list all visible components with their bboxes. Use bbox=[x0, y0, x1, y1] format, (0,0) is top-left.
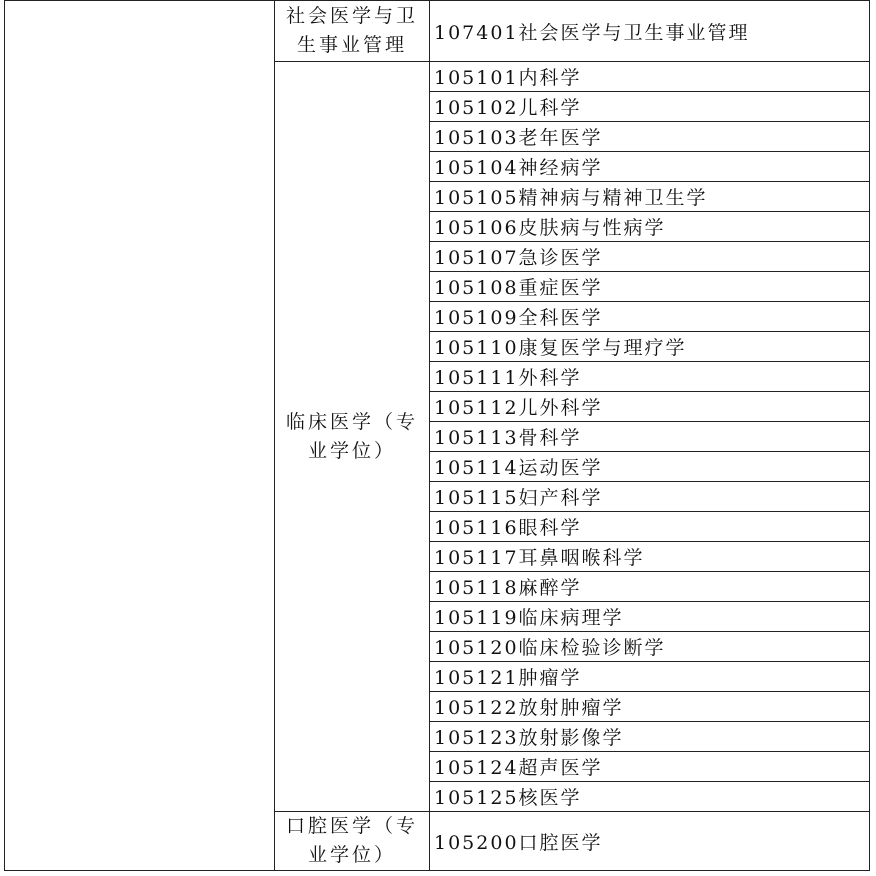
discipline-item: 105200口腔医学 bbox=[430, 812, 870, 871]
discipline-item: 105119临床病理学 bbox=[430, 602, 870, 632]
discipline-table bbox=[4, 0, 870, 871]
discipline-item: 105120临床检验诊断学 bbox=[430, 632, 870, 662]
discipline-item: 105113骨科学 bbox=[430, 422, 870, 452]
category-cell: 社会医学与卫生事业管理 bbox=[275, 1, 430, 62]
discipline-item: 105104神经病学 bbox=[430, 152, 870, 182]
discipline-item: 105122放射肿瘤学 bbox=[430, 692, 870, 722]
discipline-item: 105121肿瘤学 bbox=[430, 662, 870, 692]
discipline-item: 105108重症医学 bbox=[430, 272, 870, 302]
discipline-item: 105124超声医学 bbox=[430, 752, 870, 782]
discipline-item: 105123放射影像学 bbox=[430, 722, 870, 752]
discipline-item: 105112儿外科学 bbox=[430, 392, 870, 422]
discipline-item: 105107急诊医学 bbox=[430, 242, 870, 272]
category-cell: 临床医学（专业学位） bbox=[275, 62, 430, 812]
discipline-item: 105109全科医学 bbox=[430, 302, 870, 332]
discipline-item: 105117耳鼻咽喉科学 bbox=[430, 542, 870, 572]
discipline-item: 105102儿科学 bbox=[430, 92, 870, 122]
discipline-item: 105103老年医学 bbox=[430, 122, 870, 152]
discipline-item: 105110康复医学与理疗学 bbox=[430, 332, 870, 362]
blank-column-cell bbox=[5, 1, 275, 871]
category-cell: 口腔医学（专业学位） bbox=[275, 812, 430, 871]
discipline-item: 105101内科学 bbox=[430, 62, 870, 92]
discipline-item: 105105精神病与精神卫生学 bbox=[430, 182, 870, 212]
discipline-item: 105114运动医学 bbox=[430, 452, 870, 482]
table-row bbox=[5, 1, 870, 62]
discipline-item: 105106皮肤病与性病学 bbox=[430, 212, 870, 242]
discipline-item: 105118麻醉学 bbox=[430, 572, 870, 602]
discipline-item: 107401社会医学与卫生事业管理 bbox=[430, 1, 870, 62]
discipline-item: 105115妇产科学 bbox=[430, 482, 870, 512]
discipline-item: 105116眼科学 bbox=[430, 512, 870, 542]
discipline-item: 105111外科学 bbox=[430, 362, 870, 392]
discipline-item: 105125核医学 bbox=[430, 782, 870, 812]
